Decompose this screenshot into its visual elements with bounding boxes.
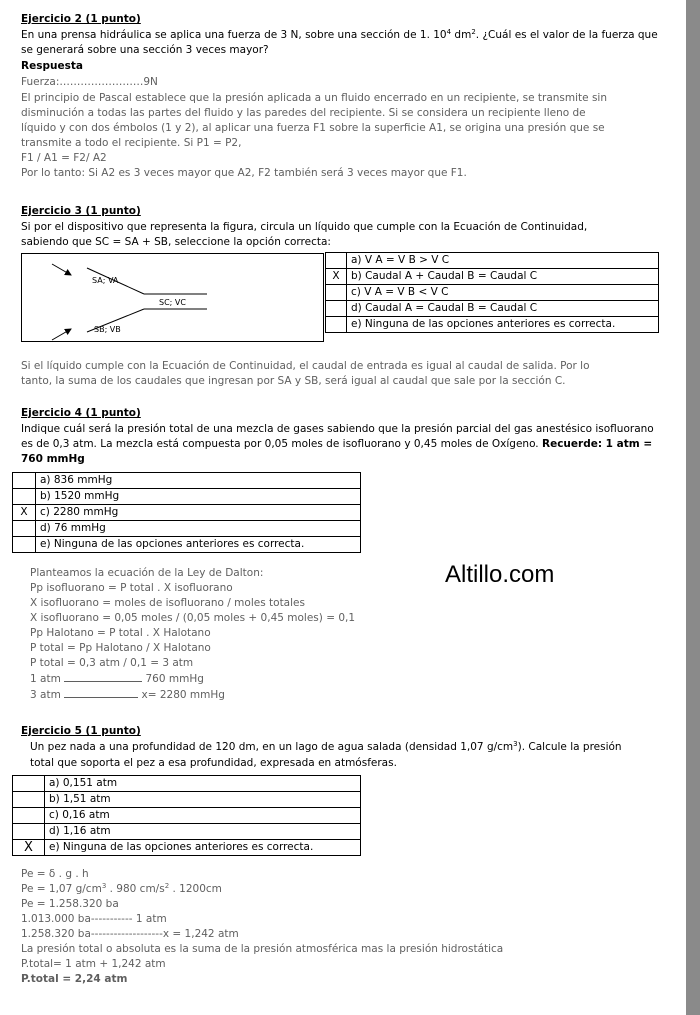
option-text: d) 76 mmHg bbox=[36, 521, 361, 537]
option-row bbox=[13, 808, 361, 824]
ex4-solution-line: Pp Halotano = P total . X Halotano bbox=[30, 627, 211, 639]
option-row bbox=[13, 776, 361, 792]
ex5-solution-line: 1.013.000 ba----------- 1 atm bbox=[21, 913, 167, 925]
rule-underline bbox=[64, 671, 142, 682]
ex2-question-line1 bbox=[21, 28, 658, 43]
rule-underline bbox=[64, 687, 138, 698]
ex3-title: Ejercicio 3 (1 punto) bbox=[21, 205, 141, 217]
option-text: a) 0,151 atm bbox=[45, 776, 361, 792]
option-mark bbox=[326, 253, 347, 269]
option-mark bbox=[13, 489, 36, 505]
ex5-options-table bbox=[12, 775, 361, 856]
option-row bbox=[326, 253, 659, 269]
ex5-solution-line: La presión total o absoluta es la suma de la presión atmosférica mas la presión hidrostática bbox=[21, 943, 504, 955]
option-text: a) 836 mmHg bbox=[36, 473, 361, 489]
ex4-solution-line: X isofluorano = moles de isofluorano / moles totales bbox=[30, 597, 305, 609]
option-mark bbox=[326, 285, 347, 301]
option-row bbox=[13, 489, 361, 505]
option-text: b) Caudal A + Caudal B = Caudal C bbox=[347, 269, 659, 285]
option-row bbox=[326, 285, 659, 301]
option-text: c) V A = V B < V C bbox=[347, 285, 659, 301]
option-mark bbox=[326, 301, 347, 317]
ex4-solution-line: X isofluorano = 0,05 moles / (0,05 moles + 0,45 moles) = 0,1 bbox=[30, 612, 356, 624]
ex5-solution-line: P.total= 1 atm + 1,242 atm bbox=[21, 958, 166, 970]
inflow-a-arrow bbox=[52, 264, 71, 275]
option-text: e) Ninguna de las opciones anteriores es correcta. bbox=[347, 317, 659, 333]
ex4-solution-line: Pp isofluorano = P total . X isofluorano bbox=[30, 582, 233, 594]
sol-text: Pe = 1,07 g/cm bbox=[21, 883, 102, 895]
ex2-expl-line: transmite a todo el recipiente. Si P1 = P2, bbox=[21, 137, 242, 149]
rule-left: 1 atm bbox=[30, 673, 61, 685]
option-mark bbox=[326, 317, 347, 333]
option-text: a) V A = V B > V C bbox=[347, 253, 659, 269]
ex3-explanation bbox=[21, 359, 590, 389]
option-text: c) 2280 mmHg bbox=[36, 505, 361, 521]
ex4-title: Ejercicio 4 (1 punto) bbox=[21, 407, 141, 419]
ex2-expl-line: líquido y con dos émbolos (1 y 2), al aplicar una fuerza F1 sobre la superficie A1, se origina una presión que se bbox=[21, 122, 605, 134]
ex2-question-line2: se generará sobre una sección 3 veces mayor? bbox=[21, 44, 269, 56]
ex3-expl-line: Si el líquido cumple con la Ecuación de Continuidad, el caudal de entrada es igual al caudal de salida. Por lo bbox=[21, 360, 590, 372]
ex2-q-sup-a: 4 bbox=[446, 28, 452, 36]
ex5-q-text-a: Un pez nada a una profundidad de 120 dm, en un lago de agua salada (densidad 1,07 g/cm bbox=[30, 741, 514, 753]
sol-sup: 3 bbox=[101, 882, 107, 890]
option-mark: X bbox=[13, 505, 36, 521]
ex4-solution-line: P total = Pp Halotano / X Halotano bbox=[30, 642, 211, 654]
ex3-question-line: Si por el dispositivo que representa la figura, circula un líquido que cumple con la Ecuación de Continuidad, bbox=[21, 221, 588, 233]
sol-text: . 980 cm/s bbox=[106, 883, 165, 895]
ex2-q-text-c: . ¿Cuál es el valor de la fuerza que bbox=[475, 29, 658, 41]
rule-right: 760 mmHg bbox=[145, 673, 204, 685]
option-text: d) 1,16 atm bbox=[45, 824, 361, 840]
option-mark: X bbox=[326, 269, 347, 285]
option-mark bbox=[13, 537, 36, 553]
option-row bbox=[13, 521, 361, 537]
option-mark bbox=[13, 808, 45, 824]
ex5-solution bbox=[21, 867, 503, 987]
section-c-label: SC; VC bbox=[159, 298, 186, 307]
option-mark bbox=[13, 792, 45, 808]
ex2-expl-line: disminución a todas las partes del fluido y las paredes del recipiente. Si se considera un recipiente lleno de bbox=[21, 107, 586, 119]
option-row bbox=[13, 792, 361, 808]
ex5-q-sup: 3 bbox=[513, 740, 518, 748]
ex5-solution-line bbox=[21, 882, 503, 897]
ex5-solution-line: 1.258.320 ba-------------------x = 1,242 atm bbox=[21, 928, 239, 940]
ex5-question-line2: total que soporta el pez a esa profundidad, expresada en atmósferas. bbox=[30, 757, 397, 769]
sol-sup: 2 bbox=[164, 882, 170, 890]
rule-right: x= 2280 mmHg bbox=[141, 689, 225, 701]
watermark-logo: Altillo.com bbox=[445, 561, 555, 588]
option-row bbox=[13, 473, 361, 489]
ex4-options-table bbox=[12, 472, 361, 553]
ex4-recuerde: Recuerde: 1 atm = bbox=[541, 438, 653, 450]
continuity-diagram bbox=[21, 253, 324, 342]
sol-text: . 1200cm bbox=[169, 883, 222, 895]
option-row bbox=[326, 317, 659, 333]
ex3-options-table bbox=[325, 252, 659, 333]
option-text: b) 1,51 atm bbox=[45, 792, 361, 808]
ex4-solution-line: Planteamos la ecuación de la Ley de Dalton: bbox=[30, 567, 264, 579]
ex2-explanation bbox=[21, 91, 607, 181]
ex2-title: Ejercicio 2 (1 punto) bbox=[21, 13, 141, 25]
option-row bbox=[326, 269, 659, 285]
option-row bbox=[13, 840, 361, 856]
option-text: d) Caudal A = Caudal B = Caudal C bbox=[347, 301, 659, 317]
option-text: c) 0,16 atm bbox=[45, 808, 361, 824]
ex2-expl-line: Por lo tanto: Si A2 es 3 veces mayor que A2, F2 también será 3 veces mayor que F1. bbox=[21, 167, 467, 179]
ex5-final-answer: P.total = 2,24 atm bbox=[21, 973, 128, 985]
ex4-rule-of-three-line bbox=[30, 671, 355, 687]
option-mark: X bbox=[13, 840, 45, 856]
ex4-question-line bbox=[21, 437, 654, 452]
ex4-question bbox=[21, 422, 654, 467]
ex5-solution-line: Pe = 1.258.320 ba bbox=[21, 898, 119, 910]
option-mark bbox=[13, 776, 45, 792]
ex3-question bbox=[21, 220, 587, 250]
option-text: b) 1520 mmHg bbox=[36, 489, 361, 505]
section-b-label: SB; VB bbox=[94, 325, 121, 334]
ex4-question-text: es de 0,3 atm. La mezcla está compuesta por 0,05 moles de isofluorano y 0,45 moles de Oxígeno. bbox=[21, 438, 542, 450]
option-text: e) Ninguna de las opciones anteriores es correcta. bbox=[36, 537, 361, 553]
ex2-expl-line: F1 / A1 = F2/ A2 bbox=[21, 152, 107, 164]
ex5-q-text-b: ). Calcule la presión bbox=[517, 741, 622, 753]
ex4-rule-of-three-line bbox=[30, 687, 355, 703]
option-row bbox=[13, 824, 361, 840]
ex3-question-line: sabiendo que SC = SA + SB, seleccione la opción correcta: bbox=[21, 236, 331, 248]
option-row bbox=[13, 505, 361, 521]
ex4-solution bbox=[30, 566, 355, 703]
option-row bbox=[326, 301, 659, 317]
page-edge bbox=[686, 0, 700, 1015]
ex2-force-line: Fuerza:……………………9N bbox=[21, 76, 158, 88]
section-a-label: SA; VA bbox=[92, 276, 119, 285]
ex5-question-line1 bbox=[30, 740, 622, 755]
option-row bbox=[13, 537, 361, 553]
ex4-recuerde-value: 760 mmHg bbox=[21, 453, 85, 465]
inflow-b-arrow bbox=[52, 329, 71, 340]
ex2-answer-label: Respuesta bbox=[21, 60, 83, 72]
ex4-question-line: Indique cuál será la presión total de una mezcla de gases sabiendo que la presión parcial del gas anestésico isofluorano bbox=[21, 423, 654, 435]
option-text: e) Ninguna de las opciones anteriores es correcta. bbox=[45, 840, 361, 856]
option-mark bbox=[13, 824, 45, 840]
ex5-solution-line: Pe = δ . g . h bbox=[21, 868, 89, 880]
option-mark bbox=[13, 521, 36, 537]
ex2-q-text-b: dm bbox=[451, 29, 472, 41]
ex2-q-text-a: En una prensa hidráulica se aplica una fuerza de 3 N, sobre una sección de 1. 10 bbox=[21, 29, 447, 41]
ex5-title: Ejercicio 5 (1 punto) bbox=[21, 725, 141, 737]
option-mark bbox=[13, 473, 36, 489]
ex4-solution-line: P total = 0,3 atm / 0,1 = 3 atm bbox=[30, 657, 194, 669]
ex3-expl-line: tanto, la suma de los caudales que ingresan por SA y SB, será igual al caudal que sale por la sección C. bbox=[21, 375, 566, 387]
ex2-expl-line: El principio de Pascal establece que la presión aplicada a un fluido encerrado en un recipiente, se transmite sin bbox=[21, 92, 608, 104]
ex2-q-sup-b: 2 bbox=[471, 28, 476, 36]
rule-left: 3 atm bbox=[30, 689, 61, 701]
